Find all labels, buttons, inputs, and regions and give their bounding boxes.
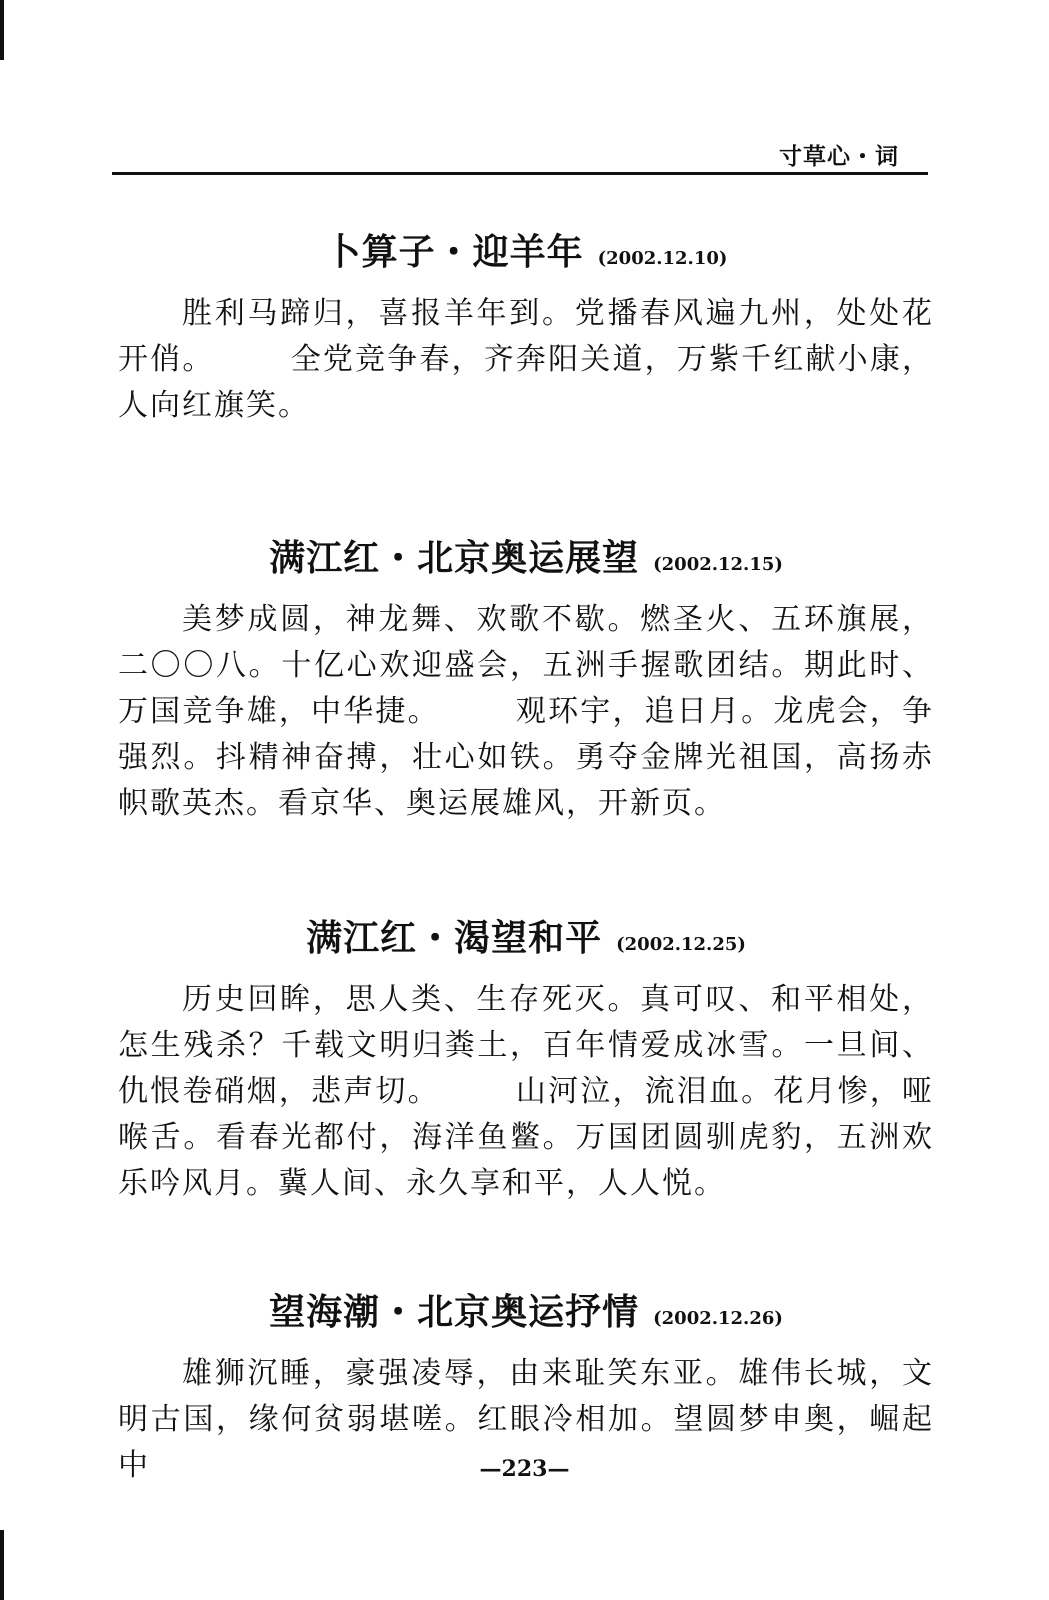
- poem-title: [118, 530, 934, 581]
- poem-stanza-1: 雄狮沉睡，豪强凌辱，由来耻笑东亚。雄伟长城，文明古国，缘何贫弱堪嗟。红眼冷相加。望圆梦申奥，崛起中: [118, 1356, 934, 1483]
- scan-edge-mark: [0, 1530, 4, 1600]
- page-number: —223—: [479, 1456, 570, 1482]
- poem-1: [118, 224, 934, 429]
- poem-title-text: 望海潮・北京奥运抒情: [269, 1292, 640, 1333]
- poem-title-text: 满江红・北京奥运展望: [269, 538, 640, 579]
- poem-date: (2002.12.15): [653, 554, 783, 575]
- poem-title: [118, 910, 934, 961]
- poem-date: (2002.12.25): [616, 934, 746, 955]
- poem-stanza-1: 胜利马蹄归，喜报羊年到。党播春风遍九州，处处花开俏。: [118, 296, 934, 377]
- poem-body: [118, 597, 934, 827]
- poem-stanza-2: 全党竞争春，齐奔阳关道，万紫千红献小康，人向红旗笑。: [118, 342, 935, 423]
- poem-stanza-2: 观环宇，追日月。龙虎会，争强烈。抖精神奋搏，壮心如铁。勇夺金牌光祖国，高扬赤帜歌英杰。看京华、奥运展雄风，开新页。: [118, 694, 935, 821]
- poem-title: [118, 1284, 934, 1335]
- poem-body: [118, 977, 934, 1207]
- poem-title-text: 卜算子・迎羊年: [324, 232, 584, 273]
- poem-2: [118, 530, 934, 827]
- poem-3: [118, 910, 934, 1207]
- poem-title: [118, 224, 934, 275]
- poem-date: (2002.12.26): [653, 1308, 783, 1329]
- running-header: 寸草心・词: [779, 143, 899, 170]
- header-rule: [112, 172, 928, 175]
- scan-edge-mark: [0, 0, 4, 60]
- poem-stanza-1: 历史回眸，思人类、生存死灭。真可叹、和平相处，怎生残杀？千载文明归粪土，百年情爱成冰雪。一旦间、仇恨卷硝烟，悲声切。: [118, 982, 934, 1109]
- poem-date: (2002.12.10): [597, 248, 728, 269]
- poem-title-text: 满江红・渴望和平: [306, 918, 603, 959]
- poem-stanza-2: 山河泣，流泪血。花月惨，哑喉舌。看春光都付，海洋鱼鳖。万国团圆驯虎豹，五洲欢乐吟风月。冀人间、永久享和平，人人悦。: [118, 1074, 935, 1201]
- poem-body: [118, 291, 934, 429]
- poem-stanza-1: 美梦成圆，神龙舞、欢歌不歇。燃圣火、五环旗展，二〇〇八。十亿心欢迎盛会，五洲手握歌团结。期此时、万国竞争雄，中华捷。: [118, 602, 934, 729]
